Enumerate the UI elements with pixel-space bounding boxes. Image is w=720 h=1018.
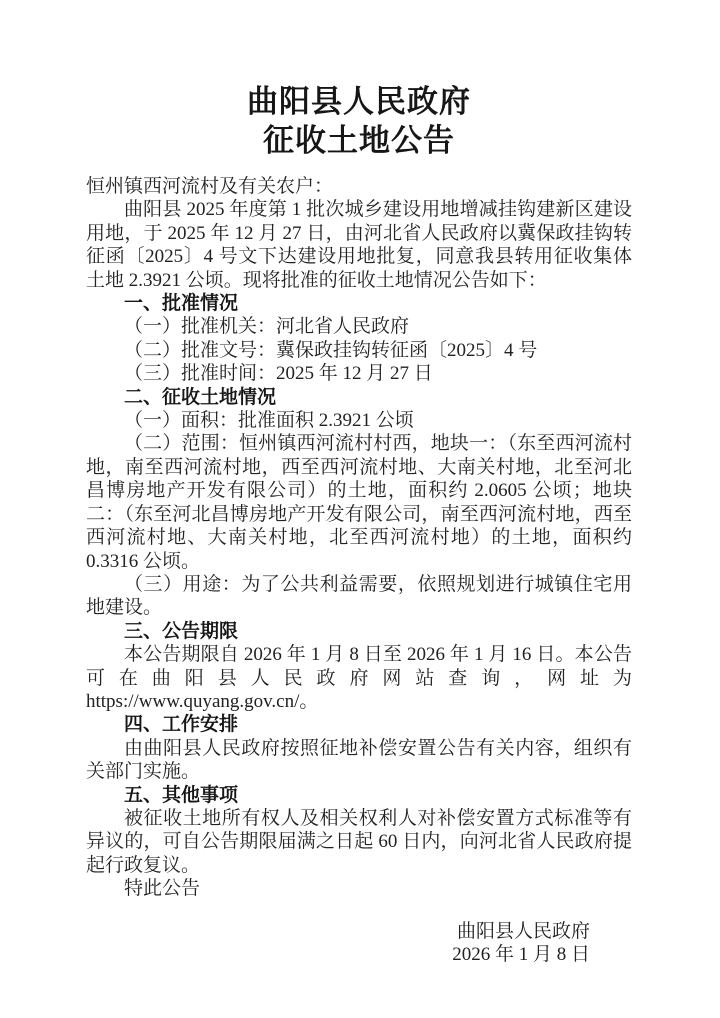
section-1-heading: 一、批准情况 (124, 293, 239, 315)
signature-date: 2026 年 1 月 8 日 (452, 944, 590, 965)
land-use-item: （三）用途：为了公共利益需要，依照规划进行城镇住宅用地建设。 (86, 573, 632, 619)
approval-organ-item: （一）批准机关：河北省人民政府 (124, 316, 410, 338)
section-3-heading: 三、公告期限 (124, 620, 239, 642)
land-scope-item: （二）范围：恒州镇西河流村村西，地块一：（东至西河流村地，南至西河流村地，西至西河流村地、大南关村地，北至河北昌博房地产开发有限公司）的土地，面积约 2.0605 公顷；地块二：（东至河北昌博房地产开发有限公司，南至西河流村地，西至西河流村地、大南关村地，北至西河流村地）的土地，面积约 0.3316 公顷。 (86, 433, 632, 572)
section-4-heading: 四、工作安排 (124, 714, 239, 736)
salutation: 恒州镇西河流村及有关农户： (86, 176, 334, 197)
approval-doc-number-item: （二）批准文号：冀保政挂钩转征函〔2025〕4 号 (124, 339, 538, 361)
document-content (86, 82, 632, 966)
section-5-heading: 五、其他事项 (124, 784, 239, 806)
signature-block (86, 920, 632, 967)
document-body (86, 175, 632, 901)
document-title (86, 82, 632, 160)
signature-issuer: 曲阳县人民政府 (456, 920, 590, 942)
intro-paragraph: 曲阳县 2025 年度第 1 批次城乡建设用地增减挂钩建新区建设用地，于 2025 年 12 月 27 日，由河北省人民政府以冀保政挂钩转征函〔2025〕4 号文下达建设用地批复，同意我县转用征收集体土地 2.3921 公顷。现将批准的征收土地情况公告如下： (86, 199, 632, 291)
title-line-subject: 征收土地公告 (263, 123, 455, 158)
work-arrangement-paragraph: 由曲阳县人民政府按照征地补偿安置公告有关内容，组织有关部门实施。 (86, 737, 632, 783)
closing-line: 特此公告 (124, 878, 201, 900)
section-2-heading: 二、征收土地情况 (124, 386, 277, 408)
title-line-issuer: 曲阳县人民政府 (247, 84, 471, 119)
approval-date-item: （三）批准时间：2025 年 12 月 27 日 (124, 363, 433, 385)
other-matters-paragraph: 被征收土地所有权人及相关权利人对补偿安置方式标准等有异议的，可自公告期限届满之日起 60 日内，向河北省人民政府提起行政复议。 (86, 807, 632, 876)
notice-period-paragraph: 本公告期限自 2026 年 1 月 8 日至 2026 年 1 月 16 日。本公告可在曲阳县人民政府网站查询，网址为 https://www.quyang.gov.cn/。 (86, 644, 632, 712)
land-area-item: （一）面积：批准面积 2.3921 公顷 (124, 410, 414, 432)
